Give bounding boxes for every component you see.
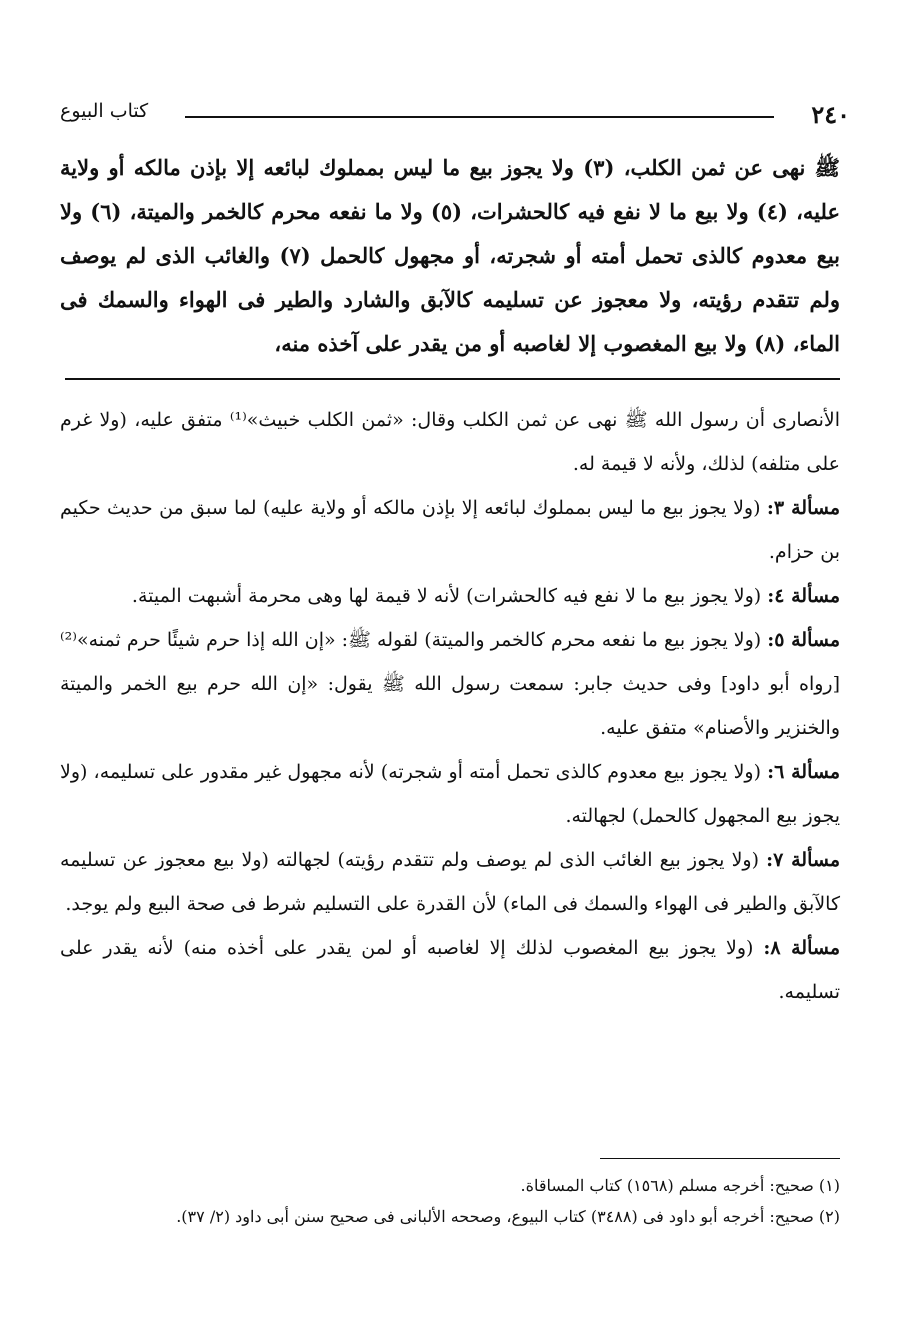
masala-text: (ولا يجوز بيع معدوم كالذى تحمل أمته أو شجرته) لأنه مجهول غير مقدور على تسليمه، (ولا يجوز بيع المجهول كالحمل) لجهالته. (60, 761, 840, 827)
masala-label: مسألة ٥: (767, 629, 840, 651)
masala-3 (60, 486, 840, 574)
masala-6 (60, 750, 840, 838)
commentary (60, 398, 840, 1014)
page-header (60, 96, 850, 136)
footnotes (60, 1170, 840, 1232)
section-divider (65, 378, 840, 380)
masala-label: مسألة ٦: (767, 761, 840, 783)
masala-7 (60, 838, 840, 926)
footnote-1: (١) صحيح: أخرجه مسلم (١٥٦٨) كتاب المساقاة. (520, 1176, 840, 1195)
masala-text: (ولا يجوز بيع المغصوب لذلك إلا لغاصبه أو لمن يقدر على أخذه منه) لأنه يقدر على تسليمه. (60, 937, 840, 1003)
masala-text: (ولا يجوز بيع ما نفعه محرم كالخمر والميتة) لقوله ﷺ: «إن الله إذا حرم شيئًا حرم ثمنه»⁽²⁾ [رواه أبو داود] وفى حديث جابر: سمعت رسول الله ﷺ يقول: «إن الله حرم بيع الخمر والميتة والخنزير والأصنام» متفق عليه. (60, 629, 840, 739)
masala-text: (ولا يجوز بيع الغائب الذى لم يوصف ولم تتقدم رؤيته) لجهالته (ولا بيع معجوز عن تسليمه كالآبق والطير فى الهواء والسمك فى الماء) لأن القدرة على التسليم شرط فى صحة البيع ولم يوجد. (60, 849, 840, 915)
main-text-paragraph: ﷺ نهى عن ثمن الكلب، (٣) ولا يجوز بيع ما ليس بمملوك لبائعه إلا بإذن مالكه أو ولاية عليه، (٤) ولا بيع ما لا نفع فيه كالحشرات، (٥) ولا ما نفعه محرم كالخمر والميتة، (٦) ولا بيع معدوم كالذى تحمل أمته أو شجرته، أو مجهول كالحمل (٧) والغائب الذى لم يوصف ولم تتقدم رؤيته، ولا معجوز عن تسليمه كالآبق والشارد والطير فى الهواء والسمك فى الماء، (٨) ولا بيع المغصوب إلا لغاصبه أو من يقدر على آخذه منه، (60, 155, 840, 356)
header-rule (185, 116, 774, 118)
masala-text: (ولا يجوز بيع ما لا نفع فيه كالحشرات) لأنه لا قيمة لها وهى محرمة أشبهت الميتة. (131, 585, 768, 607)
masala-8 (60, 926, 840, 1014)
page-number: ٢٤٠ (811, 100, 850, 129)
footnote-2: (٢) صحيح: أخرجه أبو داود فى (٣٤٨٨) كتاب البيوع، وصححه الألبانى فى صحيح سنن أبى داود (٢/ ٣٧). (176, 1207, 840, 1226)
masala-label: مسألة ٣: (766, 497, 840, 519)
masala-5 (60, 618, 840, 750)
masala-label: مسألة ٨: (763, 937, 840, 959)
masala-label: مسألة ٤: (767, 585, 840, 607)
masala-4 (60, 574, 840, 618)
masala-label: مسألة ٧: (766, 849, 840, 871)
commentary-intro: الأنصارى أن رسول الله ﷺ نهى عن ثمن الكلب وقال: «ثمن الكلب خبيث»⁽¹⁾ متفق عليه، (ولا غرم على متلفه) لذلك، ولأنه لا قيمة له. (60, 409, 840, 475)
footnote-rule (600, 1158, 840, 1159)
main-text (60, 146, 840, 366)
book-title: كتاب البيوع (60, 100, 149, 122)
masala-text: (ولا يجوز بيع ما ليس بمملوك لبائعه إلا بإذن مالكه أو ولاية عليه) لما سبق من حديث حكيم بن حزام. (60, 497, 840, 563)
